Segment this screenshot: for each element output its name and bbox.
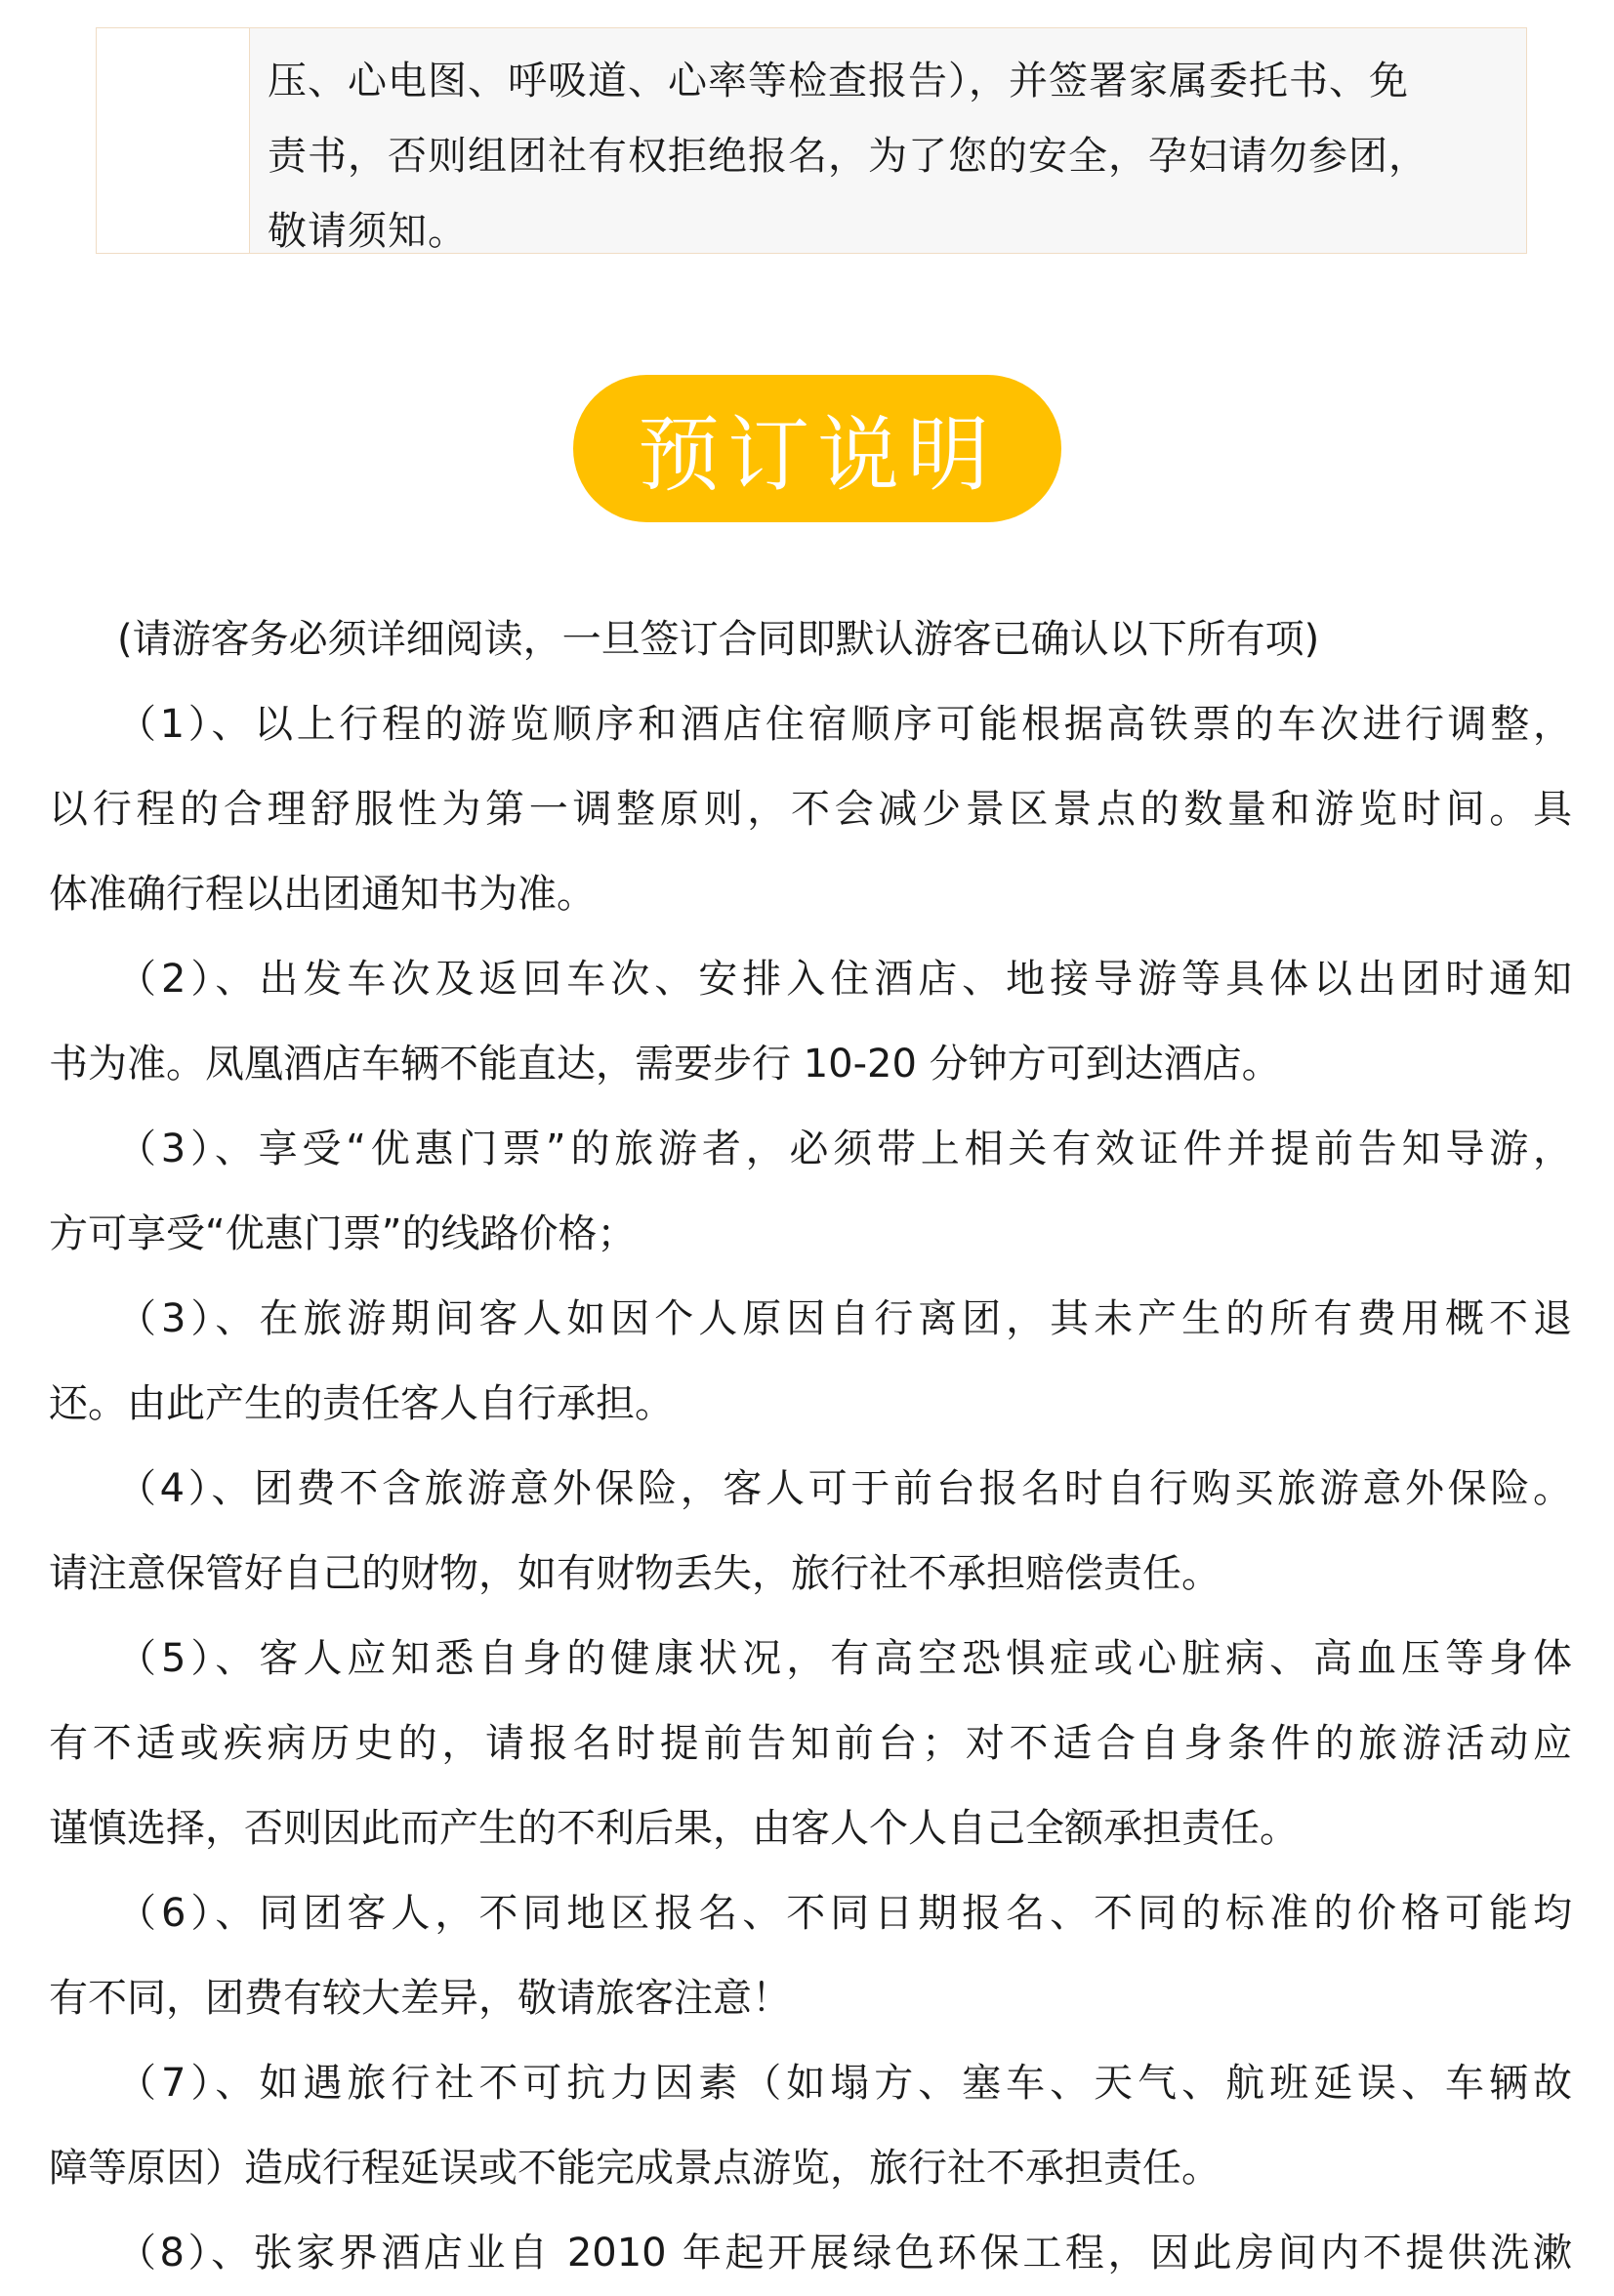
- paragraph-line: （3）、在旅游期间客人如因个人原因自行离团，其未产生的所有费用概不退: [117, 1296, 1572, 1341]
- paragraph-line: 书为准。凤凰酒店车辆不能直达，需要步行 10-20 分钟方可到达酒店。: [49, 1042, 1281, 1086]
- paragraph-line: 有不同，团费有较大差异，敬请旅客注意！: [49, 1976, 791, 2021]
- paragraph-line: （2）、出发车次及返回车次、安排入住酒店、地接导游等具体以出团时通知: [117, 957, 1572, 1002]
- paragraph-line: 谨慎选择，否则因此而产生的不利后果，由客人个人自己全额承担责任。: [49, 1806, 1299, 1851]
- notice-label-cell: [97, 28, 250, 253]
- paragraph-line: 障等原因）造成行程延误或不能完成景点游览，旅行社不承担责任。: [49, 2146, 1221, 2191]
- paragraph-line: （5）、客人应知悉自身的健康状况，有高空恐惧症或心脏病、高血压等身体: [117, 1636, 1572, 1681]
- notice-line: 压、心电图、呼吸道、心率等检查报告），并签署家属委托书、免: [268, 59, 1409, 103]
- paragraph-line: 体准确行程以出团通知书为准。: [49, 872, 596, 917]
- section-title: 预订说明: [637, 407, 997, 503]
- paragraph-line: 有不适或疾病历史的，请报名时提前告知前台；对不适合自身条件的旅游活动应: [49, 1721, 1572, 1766]
- booking-notes: [49, 597, 1572, 2296]
- paragraph-line: 方可享受“优惠门票”的线路价格；: [49, 1211, 637, 1256]
- notice-table: [96, 27, 1527, 254]
- paragraph-line: （4）、团费不含旅游意外保险，客人可于前台报名时自行购买旅游意外保险。: [117, 1466, 1572, 1511]
- paragraph-line: (请游客务必须详细阅读，一旦签订合同即默认游客已确认以下所有项): [117, 617, 1320, 662]
- paragraph-line: 请注意保管好自己的财物，如有财物丢失，旅行社不承担赔偿责任。: [49, 1551, 1221, 1596]
- paragraph-line: （1）、以上行程的游览顺序和酒店住宿顺序可能根据高铁票的车次进行调整，: [117, 702, 1572, 747]
- paragraph-line: （8）、张家界酒店业自 2010 年起开展绿色环保工程，因此房间内不提供洗漱: [117, 2231, 1572, 2276]
- section-header-pill: [573, 375, 1061, 522]
- notice-line: 敬请须知。: [268, 209, 468, 254]
- paragraph-line: （3）、享受“优惠门票”的旅游者，必须带上相关有效证件并提前告知导游，: [117, 1127, 1572, 1171]
- paragraph-line: 以行程的合理舒服性为第一调整原则，不会减少景区景点的数量和游览时间。具: [49, 787, 1572, 832]
- paragraph-line: （6）、同团客人，不同地区报名、不同日期报名、不同的标准的价格可能均: [117, 1891, 1572, 1936]
- notice-text-cell: [250, 28, 1526, 253]
- paragraph-line: （7）、如遇旅行社不可抗力因素（如塌方、塞车、天气、航班延误、车辆故: [117, 2061, 1572, 2106]
- paragraph-line: 还。由此产生的责任客人自行承担。: [49, 1381, 674, 1426]
- notice-line: 责书，否则组团社有权拒绝报名，为了您的安全，孕妇请勿参团，: [268, 134, 1428, 179]
